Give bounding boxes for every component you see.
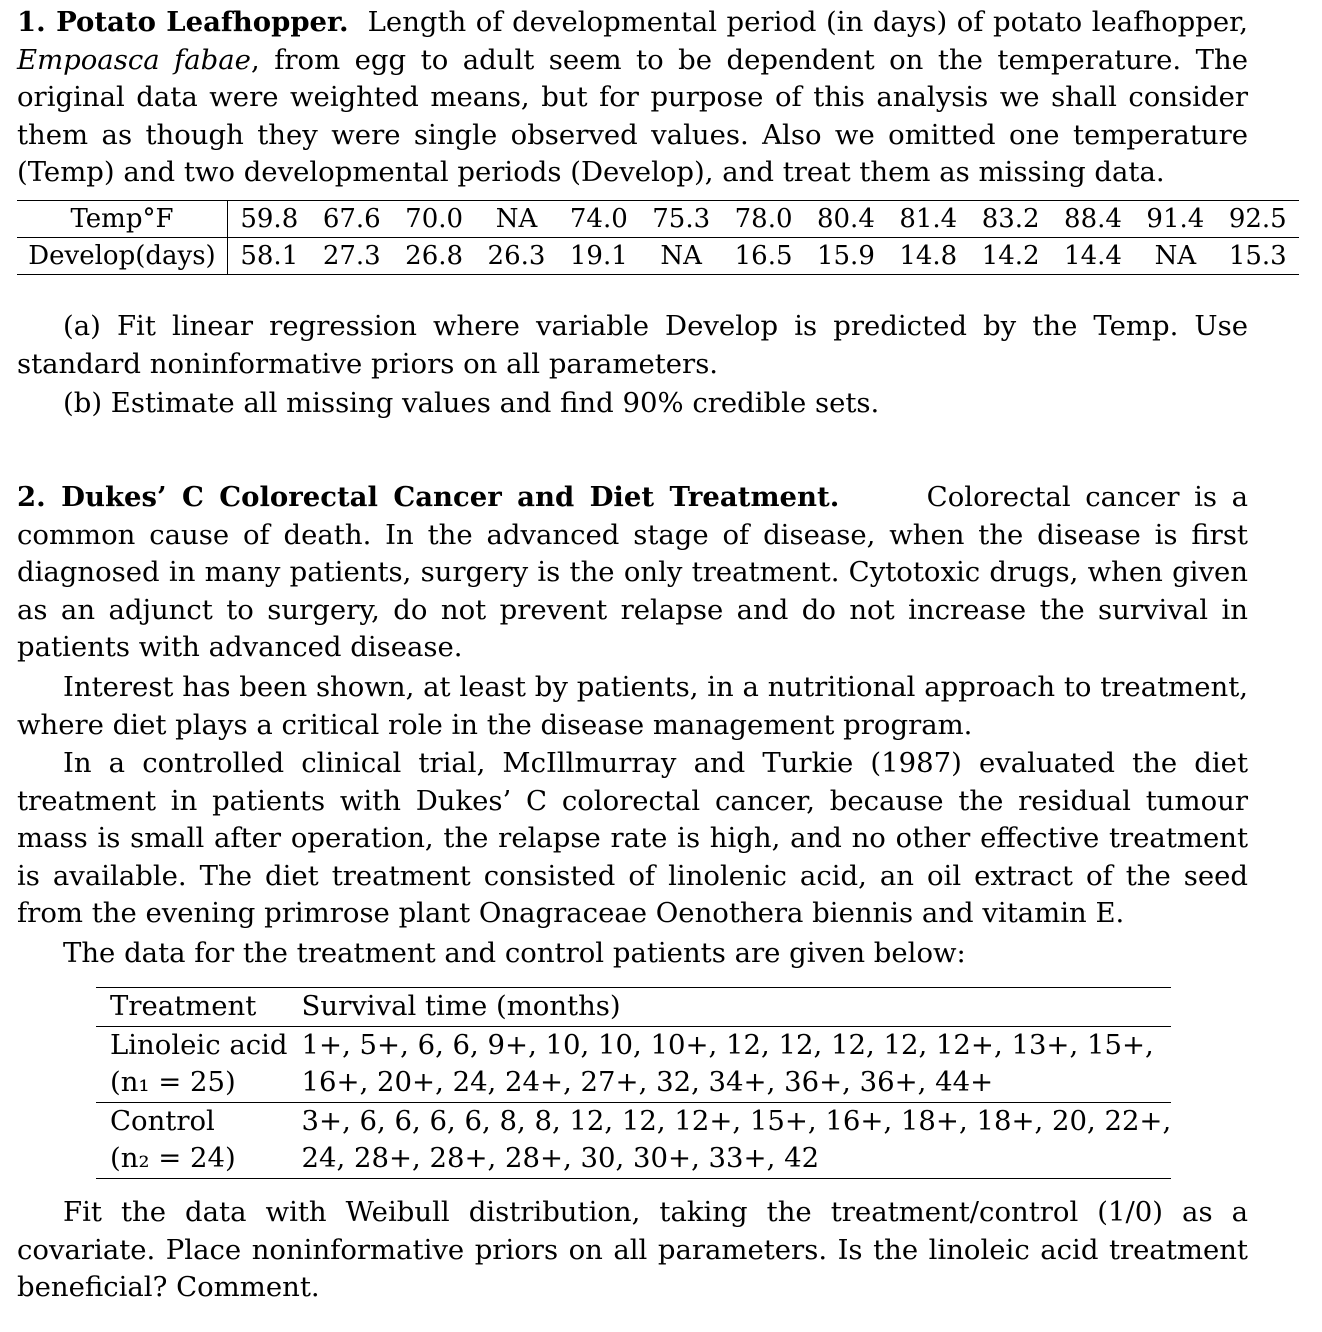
develop-row-label: Develop(days): [17, 238, 228, 275]
group1-label: [96, 1026, 288, 1102]
problem2-para1-text: Colorectal cancer is a common cause of death. In the advanced stage of disease, when the disease is first diagnosed in many patients, surgery is the only treatment. Cytotoxic drugs, when given as an adjunct to surgery, do not prevent relapse and do not increase the survival in patients with advanced disease.: [17, 481, 1248, 664]
group1-line1: 1+, 5+, 6, 6, 9+, 10, 10, 10+, 12, 12, 12, 12, 12+, 13+, 15+,: [301, 1028, 1154, 1061]
temp-cell: 59.8: [228, 201, 311, 238]
develop-cell: 19.1: [558, 238, 640, 275]
develop-cell: 14.8: [887, 238, 969, 275]
group1-line2: 16+, 20+, 24, 24+, 27+, 32, 34+, 36+, 36+, 44+: [301, 1066, 994, 1098]
develop-cell: NA: [640, 238, 722, 275]
temp-row-label: Temp°F: [17, 201, 228, 238]
develop-cell: 14.4: [1052, 238, 1134, 275]
table-row-control: [96, 1102, 1171, 1178]
leafhopper-table: [17, 200, 1299, 275]
temp-cell: 67.6: [311, 201, 393, 238]
group1-name: Linoleic acid: [110, 1028, 288, 1061]
problem2-para3: In a controlled clinical trial, McIllmurray and Turkie (1987) evaluated the diet treatment in patients with Dukes’ C colorectal cancer, because the residual tumour mass is small after operation, the relapse rate is high, and no other effective treatment is available. The diet treatment consisted of linolenic acid, an oil extract of the seed from the evening primrose plant Onagraceae Oenothera biennis and vitamin E.: [17, 747, 1248, 930]
develop-cell: 16.5: [722, 238, 804, 275]
develop-cell: 15.9: [805, 238, 887, 275]
temp-cell: 92.5: [1217, 201, 1299, 238]
species-name: Empoasca fabae: [17, 43, 251, 76]
problem2-para4: The data for the treatment and control patients are given below:: [63, 937, 966, 969]
problem1-part-b: (b) Estimate all missing values and find 90% credible sets.: [63, 387, 880, 419]
develop-cell: 26.8: [393, 238, 475, 275]
group2-name: Control: [110, 1104, 215, 1137]
develop-cell: 27.3: [311, 238, 393, 275]
header-treatment: Treatment: [96, 988, 288, 1027]
problem1-intro-text: Length of developmental period (in days) of potato leafhopper,: [367, 6, 1248, 38]
develop-cell: NA: [1134, 238, 1216, 275]
problem1-intro: [17, 4, 1248, 192]
problem2-para1: [17, 479, 1248, 667]
group1-times: [288, 1026, 1172, 1102]
develop-cell: 14.2: [969, 238, 1051, 275]
problem1-intro-rest: , from egg to adult seem to be dependent on the temperature. The original data were weighted means, but for purpose of this analysis we shall consider them as though they were single observed values. Also we omitted one temperature (Temp) and two developmental periods (Develop), and treat them as missing data.: [17, 43, 1248, 189]
temp-row: [17, 201, 1299, 238]
problem1-part-a: (a) Fit linear regression where variable Develop is predicted by the Temp. Use standard noninformative priors on all parameters.: [17, 310, 1248, 380]
develop-cell: 26.3: [475, 238, 557, 275]
group2-times: [288, 1102, 1172, 1178]
group2-label: [96, 1102, 288, 1178]
temp-cell: 81.4: [887, 201, 969, 238]
temp-cell: 88.4: [1052, 201, 1134, 238]
temp-cell: 74.0: [558, 201, 640, 238]
group2-line2: 24, 28+, 28+, 28+, 30, 30+, 33+, 42: [301, 1142, 820, 1174]
survival-table: [96, 987, 1171, 1179]
problem2-para5: Fit the data with Weibull distribution, taking the treatment/control (1/0) as a covariate. Place noninformative priors on all parameters. Is the linoleic acid treatment beneficial? Comment.: [17, 1196, 1248, 1304]
temp-cell: 91.4: [1134, 201, 1216, 238]
temp-cell: 78.0: [722, 201, 804, 238]
header-survival: Survival time (months): [288, 988, 1172, 1027]
temp-cell: 70.0: [393, 201, 475, 238]
group2-n: (n₂ = 24): [110, 1142, 236, 1174]
temp-cell: NA: [475, 201, 557, 238]
table-row-linoleic: [96, 1026, 1171, 1102]
problem2-para2: Interest has been shown, at least by patients, in a nutritional approach to treatment, where diet plays a critical role in the disease management program.: [17, 671, 1248, 741]
temp-cell: 83.2: [969, 201, 1051, 238]
develop-row: [17, 238, 1299, 275]
problem1-heading: 1. Potato Leafhopper.: [17, 6, 349, 38]
group2-line1: 3+, 6, 6, 6, 6, 8, 8, 12, 12, 12+, 15+, 16+, 18+, 18+, 20, 22+,: [301, 1104, 1172, 1137]
problem2-heading: 2. Dukes’ C Colorectal Cancer and Diet Treatment.: [17, 481, 840, 513]
temp-cell: 75.3: [640, 201, 722, 238]
survival-table-header: [96, 988, 1171, 1027]
temp-cell: 80.4: [805, 201, 887, 238]
develop-cell: 58.1: [228, 238, 311, 275]
develop-cell: 15.3: [1217, 238, 1299, 275]
group1-n: (n₁ = 25): [110, 1066, 236, 1098]
